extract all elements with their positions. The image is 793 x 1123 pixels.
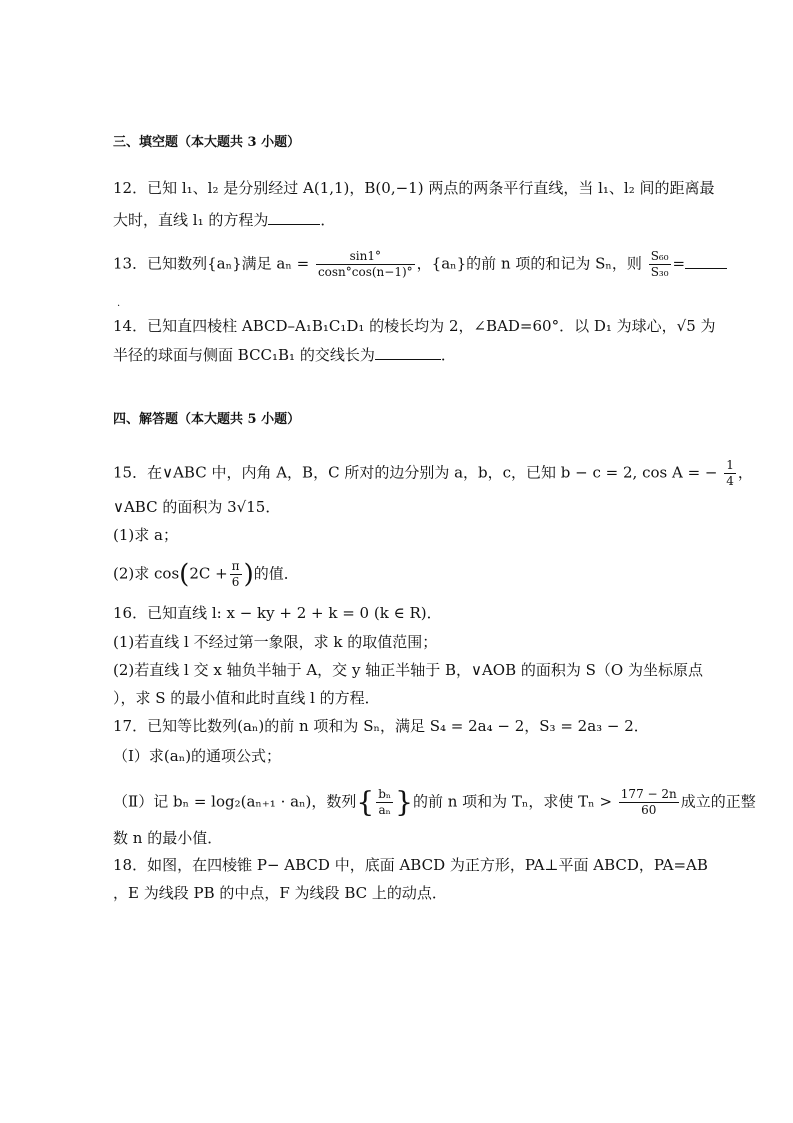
question-16-part-1: (1)若直线 l 不经过第一象限，求 k 的取值范围； [113, 633, 438, 651]
section-heading-fill-in: 三、填空题（本大题共 3 小题） [113, 135, 301, 150]
fraction-numerator: 1 [726, 458, 734, 472]
question-14-text: 半径的球面与侧面 BCC₁B₁ 的交线长为 [113, 346, 375, 364]
fraction-numerator: π [231, 559, 240, 573]
part-2-suffix: 成立的正整 [680, 792, 756, 811]
answer-blank-13 [685, 254, 727, 269]
question-15-comma: ， [737, 463, 753, 482]
part-2-inner: 2C + [189, 564, 228, 583]
ratio-denominator: S₃₀ [650, 265, 669, 279]
answer-blank-12 [268, 210, 320, 225]
question-13-ratio [649, 249, 671, 280]
fraction-denominator: 6 [231, 575, 240, 589]
fraction-numerator: 177 − 2n [620, 787, 677, 801]
question-13-line [113, 249, 727, 280]
question-18-line-2: ，E 为线段 PB 的中点，F 为线段 BC 上的动点． [113, 884, 447, 902]
question-12-period: ． [320, 211, 336, 229]
question-13-middle: ，{aₙ}的前 n 项的和记为 Sₙ，则 [416, 254, 642, 273]
question-16-part-2-line-1: (2)若直线 l 交 x 轴负半轴于 A，交 y 轴正半轴于 B，∨AOB 的面积为 S（O 为坐标原点 [113, 661, 703, 679]
question-17-part-2 [113, 787, 756, 818]
question-15-fraction [724, 458, 736, 489]
question-17-line-1: 17．已知等比数列(aₙ)的前 n 项和为 Sₙ，满足 S₄ = 2a₄ − 2，S₃ = 2a₃ − 2． [113, 717, 649, 735]
question-12-line-2 [113, 210, 335, 230]
section-heading-solutions: 四、解答题（本大题共 5 小题） [113, 412, 301, 427]
question-16-part-2-line-2: ），求 S 的最小值和此时直线 l 的方程． [113, 689, 380, 707]
part-2-middle: 的前 n 项和为 Tₙ，求使 Tₙ > [412, 792, 613, 811]
part-2-prefix: （Ⅱ）记 bₙ = log₂(aₙ₊₁ · aₙ)，数列 [113, 792, 357, 811]
question-12-line-1: 12．已知 l₁、l₂ 是分别经过 A(1,1)，B(0,−1) 两点的两条平行直线，当 l₁、l₂ 间的距离最 [113, 179, 715, 197]
left-paren: ( [179, 559, 190, 590]
fraction-numerator: bₙ [378, 787, 392, 801]
question-12-text: 大时，直线 l₁ 的方程为 [113, 211, 269, 229]
right-brace: } [395, 785, 413, 819]
inequality-fraction [619, 787, 679, 818]
right-paren: ) [243, 559, 254, 590]
question-13-prefix: 13．已知数列{aₙ}满足 aₙ = [113, 254, 310, 273]
question-13-equals: = [672, 254, 686, 273]
question-14-line-1: 14．已知直四棱柱 ABCD–A₁B₁C₁D₁ 的棱长均为 2，∠BAD=60°．以 D₁ 为球心，√5 为 [113, 317, 716, 335]
question-14-line-2 [113, 345, 456, 365]
question-13-fraction [316, 249, 415, 280]
fraction-denominator: 4 [726, 474, 734, 488]
pi-over-six-fraction [230, 559, 242, 590]
left-brace: { [356, 785, 375, 819]
answer-blank-14 [375, 345, 441, 360]
stray-dot: . [117, 298, 121, 309]
question-17-line-3: 数 n 的最小值． [113, 829, 223, 847]
fraction-denominator: aₙ [378, 803, 391, 817]
question-15-line-1 [113, 458, 753, 489]
question-14-period: ． [440, 346, 456, 364]
fraction-numerator: sin1° [316, 249, 415, 265]
sequence-fraction [376, 787, 393, 818]
question-15-text: 15．在∨ABC 中，内角 A，B，C 所对的边分别为 a，b，c，已知 b − c = 2, cos A = − [113, 463, 718, 482]
part-2-prefix: (2)求 cos [113, 564, 180, 583]
question-15-part-2 [113, 559, 299, 590]
question-17-part-1: （Ⅰ）求(aₙ)的通项公式； [113, 747, 282, 765]
question-15-line-2: ∨ABC 的面积为 3√15． [113, 498, 281, 516]
fraction-denominator: 60 [641, 803, 657, 817]
question-18-line-1: 18．如图，在四棱锥 P− ABCD 中，底面 ABCD 为正方形，PA⊥平面 ABCD，PA=AB [113, 856, 708, 874]
fraction-denominator: cosn°cos(n−1)° [317, 265, 413, 279]
question-15-part-1: (1)求 a； [113, 526, 178, 544]
part-2-suffix: 的值． [253, 564, 299, 583]
question-16-line-1: 16．已知直线 l: x − ky + 2 + k = 0 (k ∈ R)． [113, 604, 442, 622]
ratio-numerator: S₆₀ [650, 249, 669, 263]
